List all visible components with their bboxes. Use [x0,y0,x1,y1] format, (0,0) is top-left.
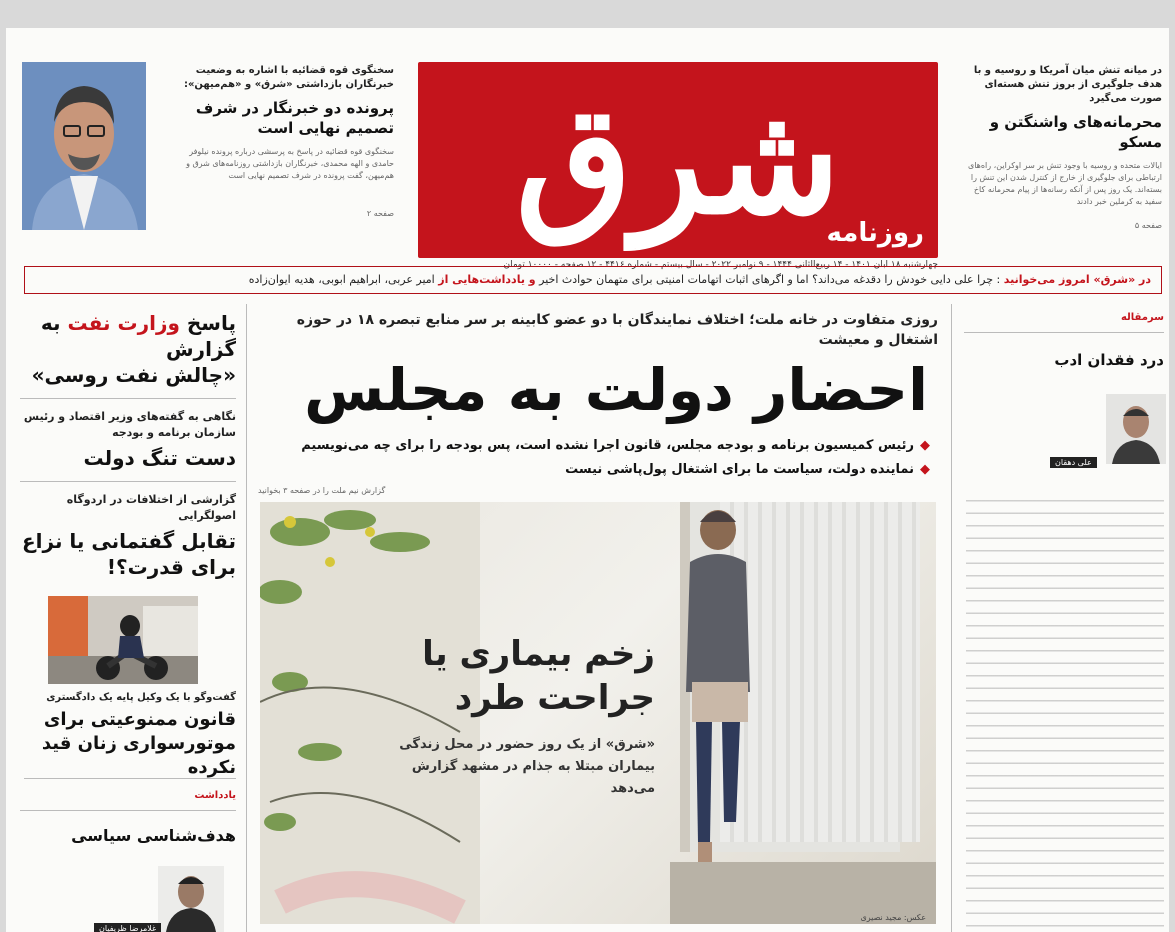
story1-title-b: به گزارش [40,311,236,361]
teaser-left[interactable] [176,64,394,220]
note-author-illustration [158,866,224,932]
feature-photo[interactable] [260,502,936,924]
motorcycle-illustration [48,596,198,684]
story3-kicker: گزارشی از اختلافات در اردوگاه اصولگرایی [66,493,236,522]
divider [24,778,236,779]
masthead-logo [418,62,938,258]
photo-subtitle: «شرق» از یک روز حضور در محل زندگی بیماران مبتلا به جذام در مشهد گزارش می‌دهد [399,737,655,796]
logo-text: شرق [515,72,841,248]
teaser-left-kicker: سخنگوی قوه قضائیه با اشاره به وضعیت خبرنگاران بازداشتی «شرق» و «هم‌میهن»: [183,65,394,90]
note-section: یادداشت [194,790,236,801]
spokesman-photo [22,62,146,230]
note-column[interactable] [20,788,236,849]
story1-title-c: «چالش نفت روسی» [31,363,236,387]
story-principlists[interactable] [20,492,236,580]
lead-bullet: ◆نماینده دولت، سیاست ما برای اشتغال پول‌پاشی نیست [565,462,930,477]
story-motorcycle[interactable] [20,690,236,780]
left-column [20,310,236,580]
note-title: هدف‌شناسی سیاسی [71,826,236,845]
editorial-column[interactable] [964,310,1164,373]
ticker-authors: امیر عربی، ابراهیم ابوبی، هدیه ایوان‌زاده [248,273,435,286]
column-divider-right [951,304,952,932]
teaser-right-page: صفحه ۵ [1134,221,1162,230]
newspaper-front-page [6,28,1169,932]
lead-kicker: روزی متفاوت در خانه ملت؛ اختلاف نمایندگان با دو عضو کابینه بر سر منابع تبصره ۱۸ در حوزه اشتغال و معیشت [296,312,938,348]
photo-headline: زخم بیماری یا جراحت طرد [422,634,655,718]
teaser-left-page: صفحه ۲ [366,209,394,218]
editorial-author-name: علی دهقان [1050,457,1097,468]
teaser-left-body: سخنگوی قوه قضائیه در پاسخ به پرسشی درباره پرونده نیلوفر حامدی و الهه محمدی، خبرنگاران بازداشتی روزنامه‌های شرق و هم‌میهن، گفت پرونده در شرف تصمیم نهایی است [186,147,394,180]
divider [20,810,236,811]
story-budget[interactable] [20,409,236,471]
lead-story[interactable] [258,310,938,495]
teaser-right[interactable] [966,64,1162,232]
editorial-body-text [966,500,1164,932]
ticker-separator: : [993,273,1001,286]
divider [20,398,236,399]
person-illustration [670,502,760,902]
note-author-photo [158,866,224,932]
note-author-tag [94,916,161,932]
divider [20,481,236,482]
logo-prefix: روزنامه [826,218,924,248]
story2-kicker: نگاهی به گفته‌های وزیر اقتصاد و رئیس سازمان برنامه و بودجه [23,410,236,439]
editorial-author-illustration [1106,394,1166,464]
teaser-left-title: پرونده دو خبرنگار در شرف تصمیم نهایی است [195,99,394,137]
note-author-name: غلامرضا ظریفیان [94,923,161,932]
editorial-title: درد فقدان ادب [1054,351,1164,369]
motorcycle-photo [48,596,198,684]
divider [964,332,1164,333]
story1-title-a: پاسخ [186,311,236,335]
teaser-right-kicker: در میانه تنش میان آمریکا و روسیه و با هدف جلوگیری از بروز تنش هسته‌ای صورت می‌گیرد [973,65,1162,104]
teaser-right-title: محرمانه‌های واشنگتن و مسکو [989,113,1162,151]
ticker-label: در «شرق» امروز می‌خوانید [1003,273,1151,286]
teaser-right-body: ایالات متحده و روسیه با وجود تنش بر سر اوکراین، راه‌های ارتباطی برای جلوگیری از خارج از کنترل شدن این تنش را بسته‌اند. یک روز پس از آنکه رسانه‌ها از پیام محرمانه کاخ سفید به کرملین خبر دادند [967,161,1162,206]
inside-today-ticker[interactable] [24,266,1162,294]
photo-caption: عکس: مجید نصیری [860,913,926,922]
editorial-author-photo [1106,394,1166,464]
lead-headline: احضار دولت به مجلس [304,356,928,424]
dateline: چهارشنبه ۱۸ آبان ۱۴۰۱ - ۱۴ ربیع‌الثانی ۱۴۴۴ - ۹ نوامبر ۲۰۲۲ - سال بیستم - شماره ۴۴۱۶ - ۱۲ صفحه - ۱۰۰۰۰ تومان [503,260,938,270]
story3-title: تقابل گفتمانی یا نزاع برای قدرت؟! [21,529,236,579]
story4-title: قانون ممنوعیتی برای موتورسواری زنان قید نکرده [41,709,236,778]
editorial-author-tag [1050,450,1097,469]
ticker-label-2: و یادداشت‌هایی از [438,273,536,286]
lead-ref: گزارش نیم ملت را در صفحه ۳ بخوانید [258,486,386,495]
story1-title-red: وزارت نفت [67,311,180,335]
story-oil-ministry[interactable] [20,310,236,388]
editorial-section: سرمقاله [1120,312,1164,323]
story4-kicker: گفت‌وگو با یک وکیل پایه یک دادگستری [46,692,236,703]
column-divider-left [246,304,247,932]
portrait-illustration [22,62,146,230]
ticker-text: چرا علی دایی خودش را دقدغه می‌داند؟ اما و اگرهای اثبات اتهامات امنیتی برای متهمان حوادث اخیر [539,273,994,286]
story2-title: دست تنگ دولت [83,446,236,470]
lead-bullets [258,434,938,482]
lead-bullet: ◆رئیس کمیسیون برنامه و بودجه مجلس، قانون اجرا نشده است، پس بودجه را برای چه می‌نویسیم [301,438,930,453]
